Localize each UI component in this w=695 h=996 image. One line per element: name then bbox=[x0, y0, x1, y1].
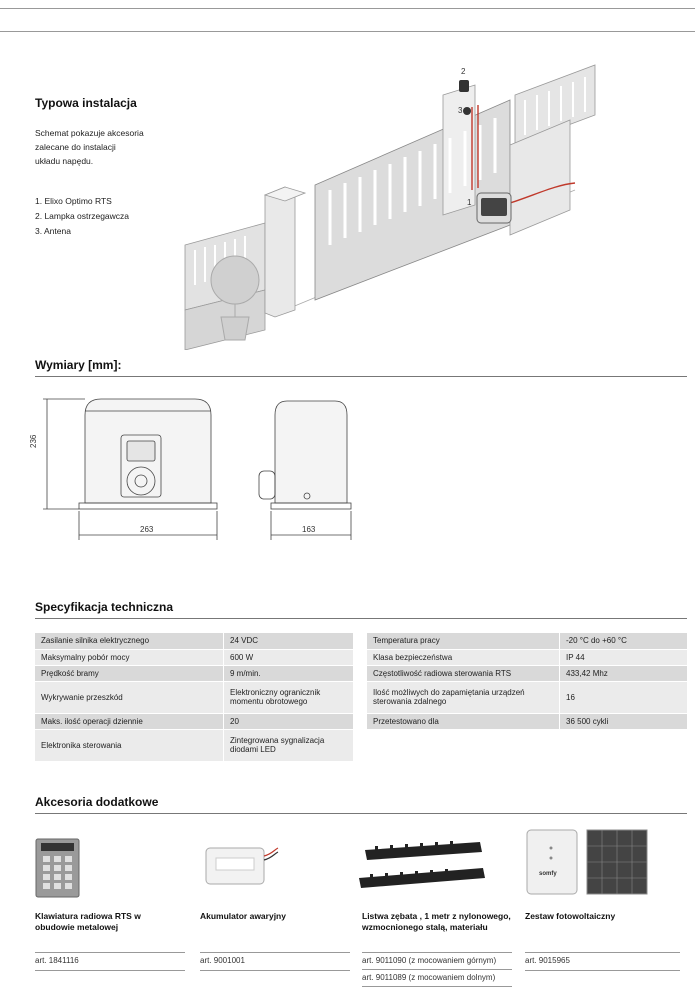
accessory-name: Zestaw fotowoltaiczny bbox=[525, 911, 616, 921]
table-row bbox=[367, 633, 687, 649]
spec-label: Maks. ilość operacji dziennie bbox=[35, 713, 224, 729]
accessories-title: Akcesoria dodatkowe bbox=[35, 795, 159, 809]
spec-label: Częstotliwość radiowa sterowania RTS bbox=[367, 665, 560, 681]
spec-value: Zintegrowana sygnalizacja diodami LED bbox=[224, 729, 354, 761]
dimension-height: 236 bbox=[29, 434, 38, 448]
top-rule-1 bbox=[0, 8, 695, 9]
dimensions-title: Wymiary [mm]: bbox=[35, 358, 122, 372]
spec-label: Wykrywanie przeszkód bbox=[35, 681, 224, 713]
dimensions-rule bbox=[35, 376, 687, 377]
table-row bbox=[367, 713, 687, 729]
accessory-rule bbox=[200, 970, 350, 971]
installation-title: Typowa instalacja bbox=[35, 96, 137, 110]
callout-3: 3 bbox=[458, 106, 463, 115]
spec-label: Temperatura pracy bbox=[367, 633, 560, 649]
table-row bbox=[367, 649, 687, 665]
description-line: układu napędu. bbox=[35, 156, 94, 166]
table-row bbox=[35, 681, 353, 713]
spec-table-left bbox=[35, 633, 353, 762]
accessory-rule bbox=[362, 986, 512, 987]
accessory-rule bbox=[362, 969, 512, 970]
table-row bbox=[35, 665, 353, 681]
somfy-logo: somfy bbox=[539, 871, 557, 877]
accessories-rule bbox=[35, 813, 687, 814]
accessory-rule bbox=[35, 970, 185, 971]
solar-kit-image bbox=[525, 828, 655, 898]
installation-item: 1. Elixo Optimo RTS bbox=[35, 196, 112, 206]
table-row bbox=[35, 729, 353, 761]
top-rule-2 bbox=[0, 31, 695, 32]
table-row bbox=[367, 681, 687, 713]
accessory-name: Akumulator awaryjny bbox=[200, 911, 286, 921]
table-row bbox=[35, 713, 353, 729]
spec-value: 20 bbox=[224, 713, 354, 729]
description-line: zalecane do instalacji bbox=[35, 142, 116, 152]
accessory-art: art. 9015965 bbox=[525, 956, 570, 965]
spec-value: 24 VDC bbox=[224, 633, 354, 649]
gate-installation-illustration bbox=[175, 55, 675, 350]
installation-items bbox=[35, 194, 185, 239]
specification-rule bbox=[35, 618, 687, 619]
callout-2: 2 bbox=[461, 67, 466, 76]
gear-rack-image bbox=[355, 838, 495, 898]
dimension-drawings bbox=[35, 385, 375, 545]
spec-table-right bbox=[367, 633, 687, 730]
spec-value: Elektroniczny ogranicznik momentu obrotowego bbox=[224, 681, 354, 713]
spec-value: -20 °C do +60 °C bbox=[560, 633, 688, 649]
installation-item: 3. Antena bbox=[35, 226, 71, 236]
spec-label: Maksymalny pobór mocy bbox=[35, 649, 224, 665]
spec-value: 9 m/min. bbox=[224, 665, 354, 681]
spec-label: Przetestowano dla bbox=[367, 713, 560, 729]
dimension-depth: 163 bbox=[302, 525, 316, 534]
installation-item: 2. Lampka ostrzegawcza bbox=[35, 211, 130, 221]
accessory-rule bbox=[362, 952, 512, 953]
spec-label: Elektronika sterowania bbox=[35, 729, 224, 761]
accessory-art: art. 9011089 (z mocowaniem dolnym) bbox=[362, 973, 496, 982]
spec-label: Ilość możliwych do zapamiętania urządzeń sterowania zdalnego bbox=[367, 681, 560, 713]
motor-unit bbox=[477, 193, 511, 223]
spec-value: 36 500 cykli bbox=[560, 713, 688, 729]
table-row bbox=[367, 665, 687, 681]
accessory-rule bbox=[200, 952, 350, 953]
accessory-rule bbox=[35, 952, 185, 953]
installation-description bbox=[35, 126, 175, 168]
description-line: Schemat pokazuje akcesoria bbox=[35, 128, 144, 138]
spec-value: 16 bbox=[560, 681, 688, 713]
accessory-art: art. 1841116 bbox=[35, 956, 79, 965]
accessory-name: Klawiatura radiowa RTS w obudowie metalowej bbox=[35, 911, 141, 932]
accessory-art: art. 9001001 bbox=[200, 956, 245, 965]
accessory-rule bbox=[525, 952, 680, 953]
spec-label: Klasa bezpieczeństwa bbox=[367, 649, 560, 665]
accessory-name: Listwa zębata , 1 metr z nylonowego, wzmocnionego stalą, materiału bbox=[362, 911, 511, 932]
spec-label: Zasilanie silnika elektrycznego bbox=[35, 633, 224, 649]
keypad-image bbox=[35, 838, 80, 898]
table-row bbox=[35, 633, 353, 649]
accessory-art: art. 9011090 (z mocowaniem górnym) bbox=[362, 956, 497, 965]
accessory-rule bbox=[525, 970, 680, 971]
spec-label: Prędkość bramy bbox=[35, 665, 224, 681]
specification-title: Specyfikacja techniczna bbox=[35, 600, 174, 614]
callout-1: 1 bbox=[467, 198, 472, 207]
spec-value: 600 W bbox=[224, 649, 354, 665]
battery-image bbox=[200, 840, 280, 890]
spec-value: IP 44 bbox=[560, 649, 688, 665]
spec-value: 433,42 Mhz bbox=[560, 665, 688, 681]
table-row bbox=[35, 649, 353, 665]
dimension-width: 263 bbox=[140, 525, 154, 534]
